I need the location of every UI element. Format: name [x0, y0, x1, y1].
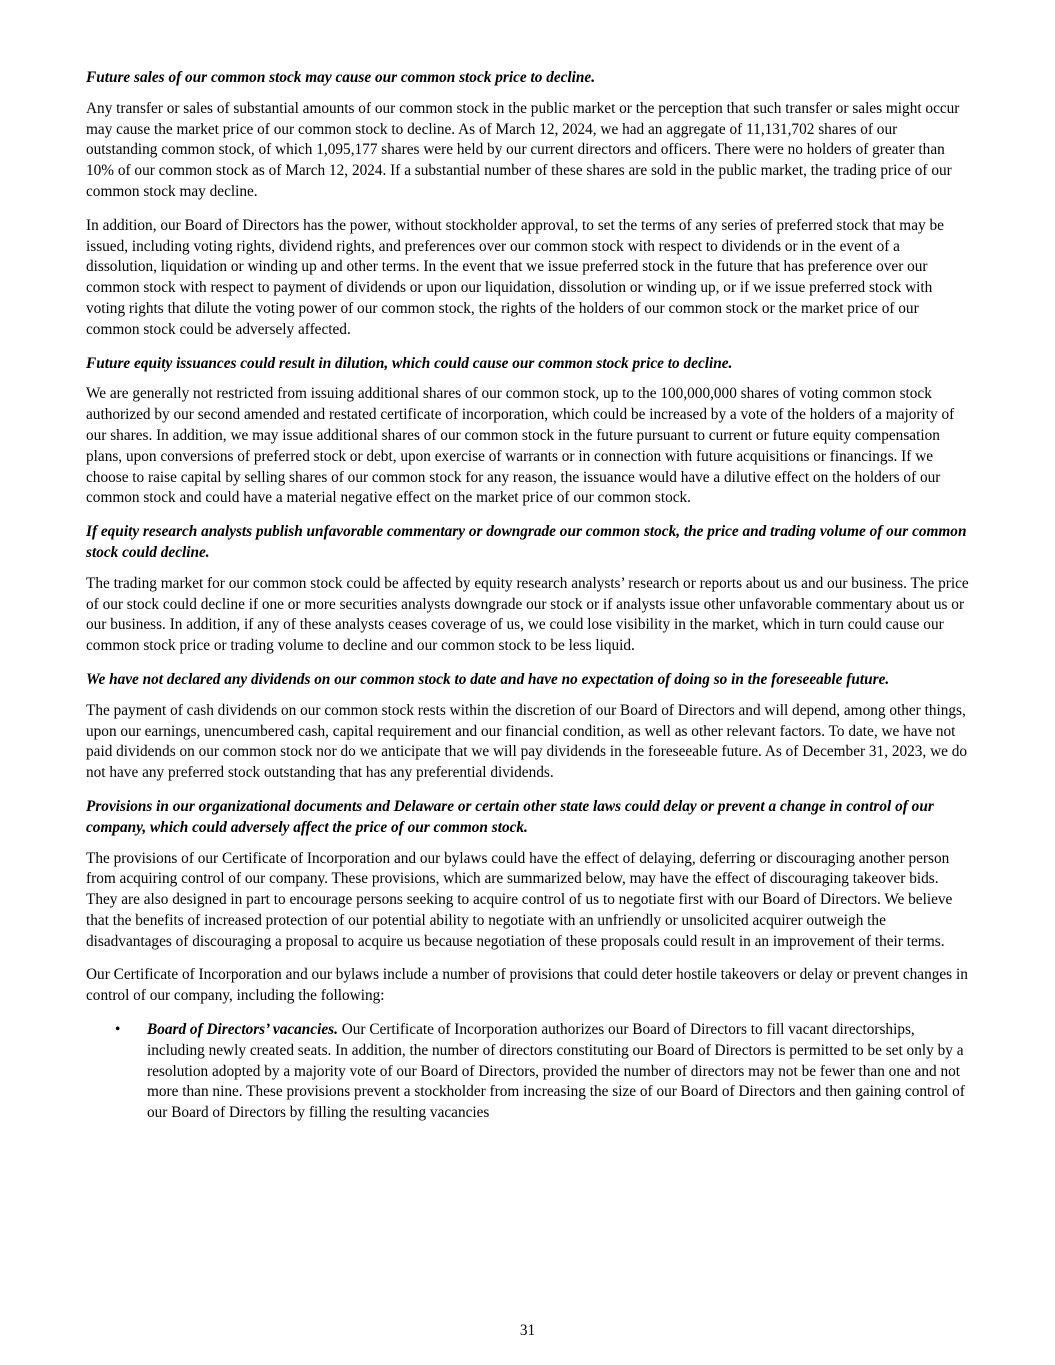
bullet-list: [86, 1020, 970, 1124]
paragraph: The provisions of our Certificate of Incorporation and our bylaws could have the effect of delaying, deferring or discouraging another person from acquiring control of our company. These provisions, which are summarized below, may have the effect of discouraging takeover bids. They are also designed in part to encourage persons seeking to acquire control of us to negotiate first with our Board of Directors. We believe that the benefits of increased protection of our potential ability to negotiate with an unfriendly or unsolicited acquirer outweigh the disadvantages of discouraging a proposal to acquire us because negotiation of these proposals could result in an improvement of their terms.: [86, 849, 953, 950]
section-future-equity-issuances: [86, 354, 970, 510]
section-heading: Future sales of our common stock may cause our common stock price to decline.: [86, 69, 596, 86]
section-heading: Future equity issuances could result in dilution, which could cause our common stock price to decline.: [86, 354, 733, 372]
paragraph: The trading market for our common stock could be affected by equity research analysts’ research or reports about us and our business. The price of our stock could decline if one or more securities analysts downgrade our stock or if analysts issue other unfavorable commentary about us or our business. In addition, if any of these analysts ceases coverage of us, we could lose visibility in the market, which in turn could cause our common stock price or trading volume to decline and our common stock to be less liquid.: [86, 574, 969, 655]
bullet-text: Our Certificate of Incorporation authorizes our Board of Directors to fill vacant directorships, including newly created seats. In addition, the number of directors constituting our Board of Directors is permitted to be set only by a resolution adopted by a majority vote of our Board of Directors, provided the number of directors may not be fewer than one and not more than nine. These provisions prevent a stockholder from increasing the size of our Board of Directors and then gaining control of our Board of Directors by filling the resulting vacancies: [147, 1021, 965, 1122]
section-heading: If equity research analysts publish unfavorable commentary or downgrade our common stock, the price and trading volume of our common stock could decline.: [86, 523, 967, 561]
section-heading: Provisions in our organizational documents and Delaware or certain other state laws could delay or prevent a change in control of our company, which could adversely affect the price of our common stock.: [86, 797, 934, 836]
bullet-item-board-vacancies: [86, 1020, 970, 1124]
page-number: 31: [519, 1322, 536, 1339]
bullet-lead: Board of Directors’ vacancies.: [147, 1021, 338, 1039]
document-page: [86, 68, 970, 1124]
paragraph: In addition, our Board of Directors has the power, without stockholder approval, to set the terms of any series of preferred stock that may be issued, including voting rights, dividend rights, and preferences over our common stock with respect to dividends or in the event of a dissolution, liquidation or winding up and other terms. In the event that we issue preferred stock in the future that has preference over our common stock with respect to payment of dividends or upon our liquidation, dissolution or winding up, or if we issue preferred stock with voting rights that dilute the voting power of our common stock, the rights of the holders of our common stock or the market price of our common stock could be adversely affected.: [86, 216, 944, 338]
paragraph: The payment of cash dividends on our common stock rests within the discretion of our Board of Directors and will depend, among other things, upon our earnings, unencumbered cash, capital requirement and our financial condition, as well as other relevant factors. To date, we have not paid dividends on our common stock nor do we anticipate that we will pay dividends in the foreseeable future. As of December 31, 2023, we do not have any preferred stock outstanding that has any preferential dividends.: [86, 701, 968, 782]
bullet-marker: •: [115, 1021, 121, 1039]
section-heading: We have not declared any dividends on our common stock to date and have no expectation of doing so in the foreseeable future.: [86, 670, 890, 688]
section-dividends: [86, 670, 970, 784]
paragraph: Any transfer or sales of substantial amounts of our common stock in the public market or the perception that such transfer or sales might occur may cause the market price of our common stock to decline. As of March 12, 2024, we had an aggregate of 11,131,702 shares of our outstanding common stock, of which 1,095,177 shares were held by our current directors and officers. There were no holders of greater than 10% of our common stock as of March 12, 2024. If a substantial number of these shares are sold in the public market, the trading price of our common stock may decline.: [86, 99, 960, 200]
paragraph: We are generally not restricted from issuing additional shares of our common stock, up to the 100,000,000 shares of voting common stock authorized by our second amended and restated certificate of incorporation, which could be increased by a vote of the holders of a majority of our shares. In addition, we may issue additional shares of our common stock in the future pursuant to current or future equity compensation plans, upon conversions of preferred stock or debt, upon exercise of warrants or in connection with future acquisitions or financings. If we choose to raise capital by selling shares of our common stock for any reason, the issuance would have a dilutive effect on the holders of our common stock and could have a material negative effect on the market price of our common stock.: [86, 385, 955, 507]
section-equity-research-analysts: [86, 522, 970, 657]
section-future-sales: [86, 68, 970, 341]
paragraph: Our Certificate of Incorporation and our bylaws include a number of provisions that could deter hostile takeovers or delay or prevent changes in control of our company, including the following:: [86, 966, 968, 1005]
section-organizational-provisions: [86, 797, 970, 1007]
